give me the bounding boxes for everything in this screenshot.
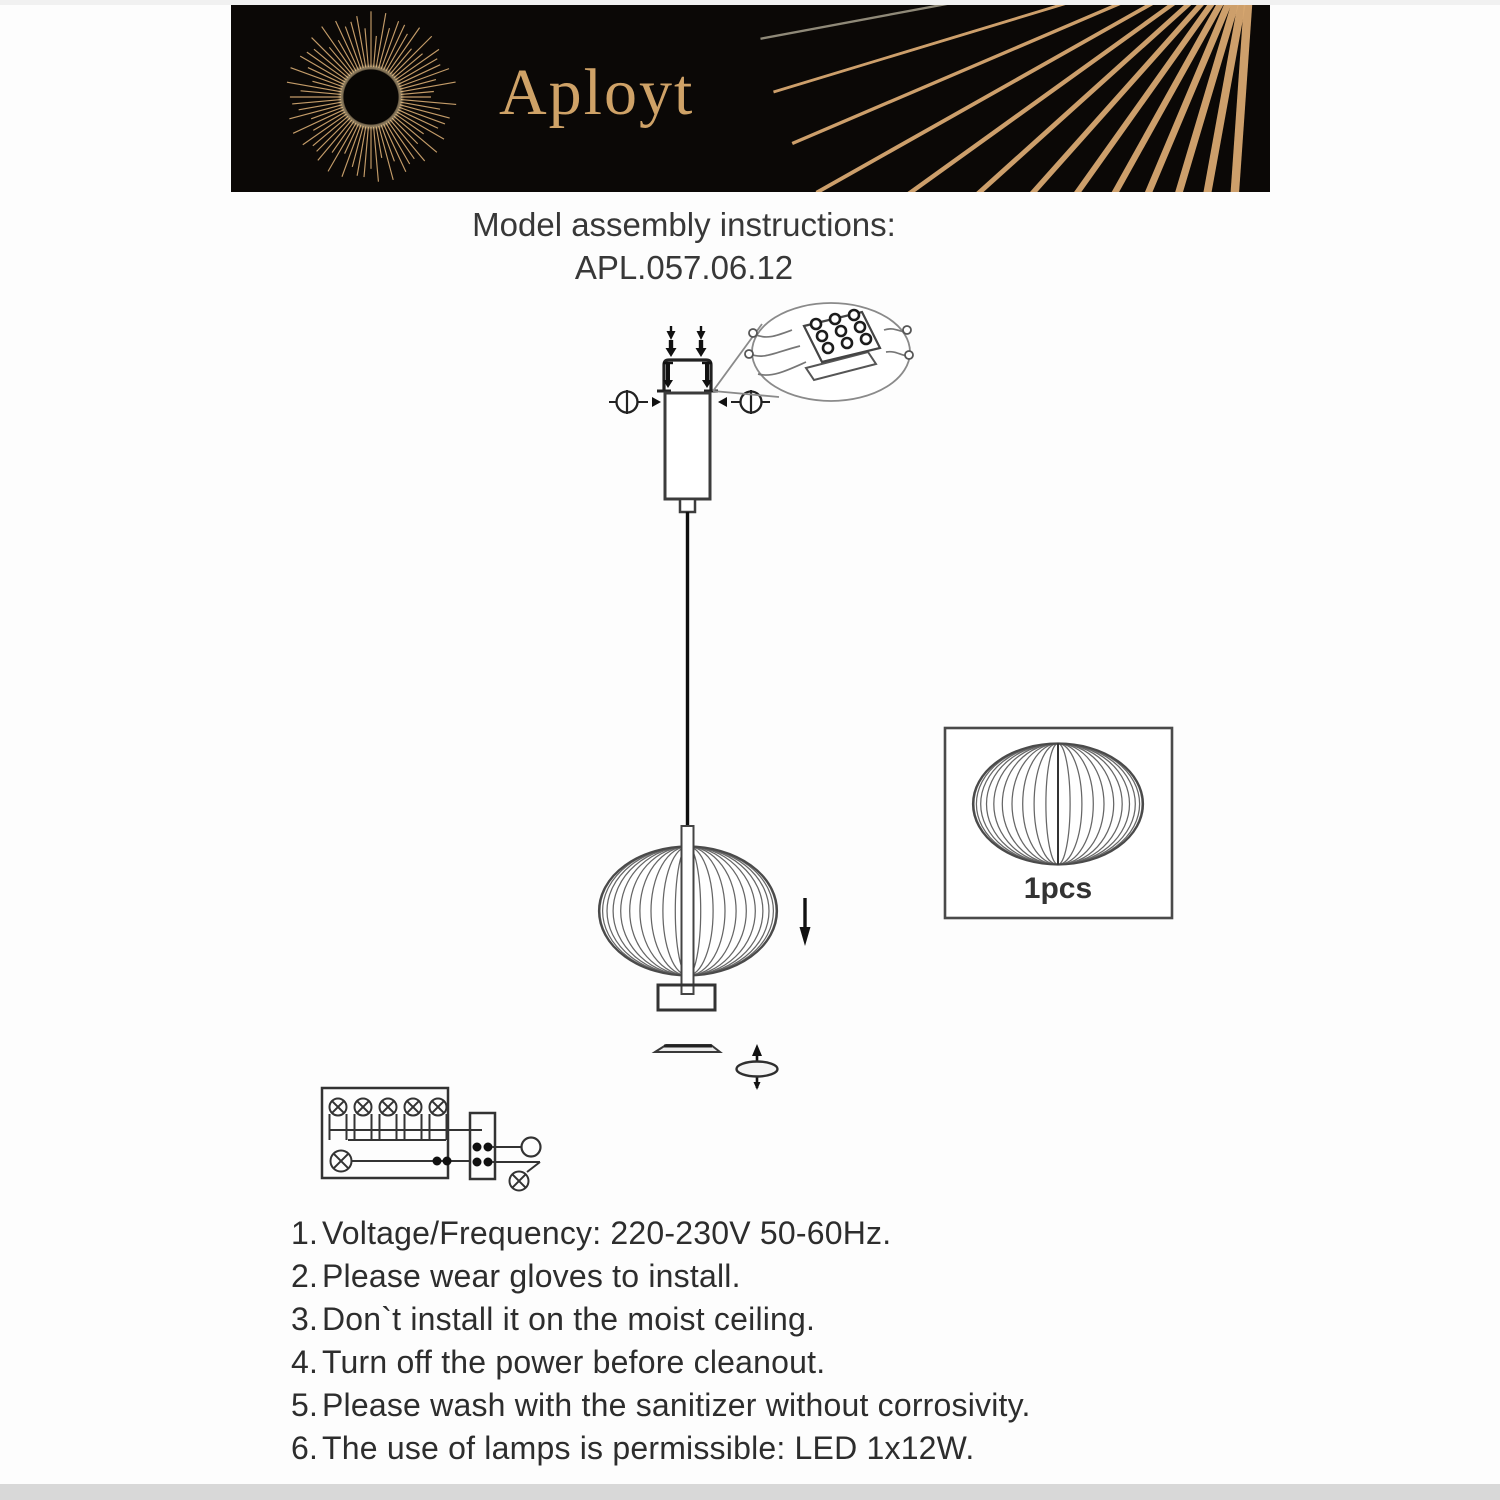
model-number: APL.057.06.12 (574, 249, 794, 286)
mounting-screws-drawing (666, 326, 707, 357)
finial-drawing (737, 1044, 778, 1090)
instruction-item (0, 1298, 1500, 1341)
instruction-item (0, 1427, 1500, 1470)
wiring-diagram (322, 1088, 541, 1191)
instruction-text: Please wash with the sanitizer without corrosivity. (322, 1387, 1031, 1423)
page-title: Model assembly instructions: (472, 206, 896, 243)
diffuser-disc-drawing (655, 1045, 720, 1052)
instruction-text: The use of lamps is permissible: LED 1x12W. (322, 1430, 975, 1466)
instruction-item (0, 1255, 1500, 1298)
instruction-text: Don`t install it on the moist ceiling. (322, 1301, 816, 1337)
parts-box (945, 728, 1172, 918)
center-tube-drawing (682, 826, 694, 994)
instruction-number: 5. (291, 1387, 319, 1423)
instruction-number: 4. (291, 1344, 319, 1380)
canopy-drawing (665, 393, 710, 512)
instruction-number: 1. (291, 1215, 319, 1251)
parts-quantity-label: 1pcs (1023, 872, 1093, 905)
instruction-text: Turn off the power before cleanout. (322, 1344, 826, 1380)
ceiling-bracket-drawing (657, 360, 718, 391)
instruction-text: Please wear gloves to install. (322, 1258, 741, 1294)
instruction-text: Voltage/Frequency: 220-230V 50-60Hz. (322, 1215, 892, 1251)
instruction-item (0, 1341, 1500, 1384)
instruction-list (0, 1212, 1500, 1470)
brand-title: Aployt (499, 56, 695, 129)
instruction-number: 3. (291, 1301, 319, 1337)
instruction-item (0, 1212, 1500, 1255)
instruction-number: 6. (291, 1430, 319, 1466)
terminal-block-callout (713, 303, 913, 401)
page-edge-bottom (0, 1484, 1500, 1500)
instruction-number: 2. (291, 1258, 319, 1294)
down-arrow-icon (800, 898, 811, 946)
instruction-item (0, 1384, 1500, 1427)
